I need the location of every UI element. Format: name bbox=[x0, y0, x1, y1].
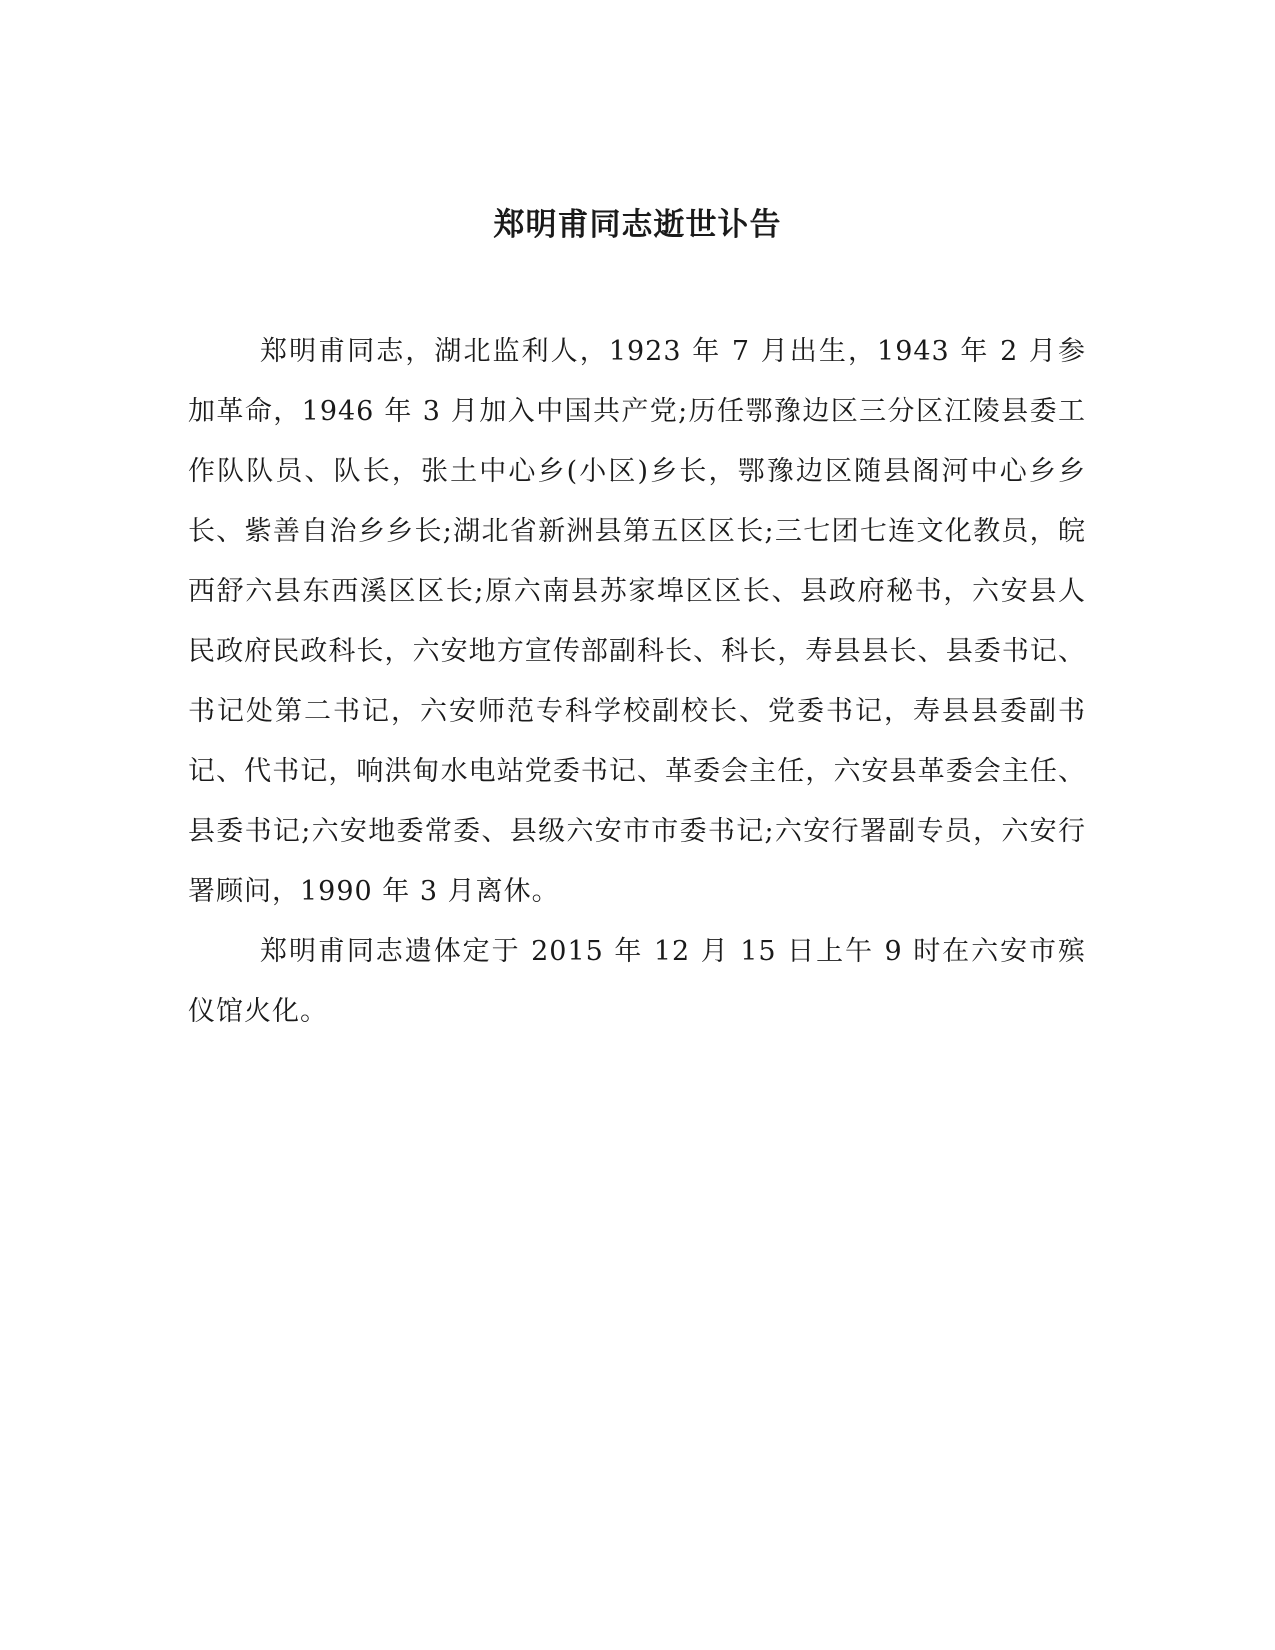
paragraph-cremation-notice: 郑明甫同志遗体定于 2015 年 12 月 15 日上午 9 时在六安市殡仪馆火化。 bbox=[188, 936, 1086, 1027]
paragraph-biography: 郑明甫同志，湖北监利人，1923 年 7 月出生，1943 年 2 月参加革命，1946 年 3 月加入中国共产党;历任鄂豫边区三分区江陵县委工作队队员、队长，张土中心乡(小区)乡长，鄂豫边区随县阁河中心乡乡长、紫善自治乡乡长;湖北省新洲县第五区区长;三七团七连文化教员，皖西舒六县东西溪区区长;原六南县苏家埠区区长、县政府秘书，六安县人民政府民政科长，六安地方宣传部副科长、科长，寿县县长、县委书记、书记处第二书记，六安师范专科学校副校长、党委书记，寿县县委副书记、代书记，响洪甸水电站党委书记、革委会主任，六安县革委会主任、县委书记;六安地委常委、县级六安市市委书记;六安行署副专员，六安行署顾问，1990 年 3 月离休。 bbox=[188, 336, 1086, 907]
document-title: 郑明甫同志逝世讣告 bbox=[493, 207, 782, 243]
document-body bbox=[188, 322, 1086, 1042]
